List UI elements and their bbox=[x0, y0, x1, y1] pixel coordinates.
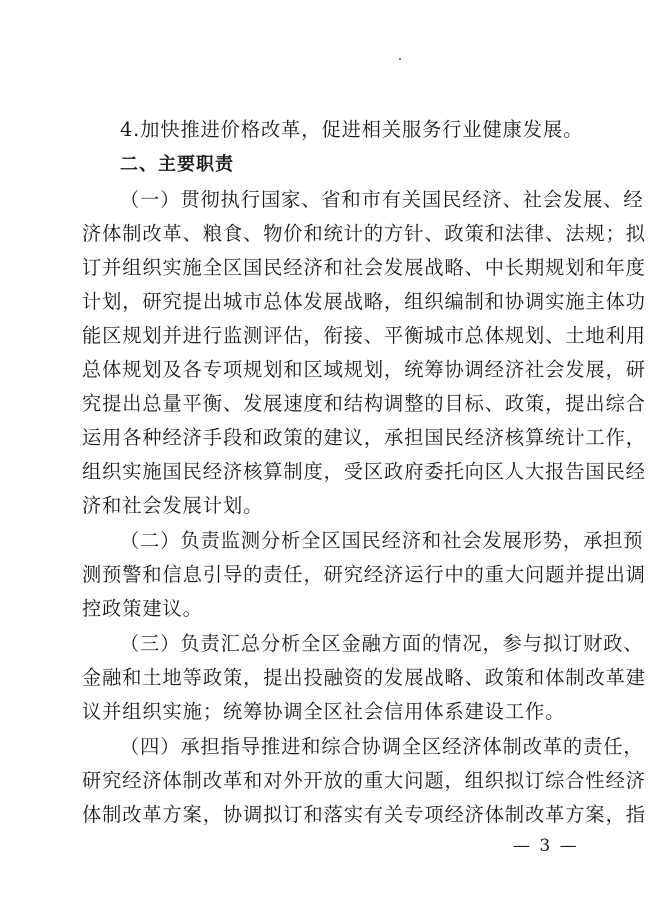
list-item-4: 4.加快推进价格改革，促进相关服务行业健康发展。 bbox=[120, 118, 584, 141]
paragraph-line: 研究经济体制改革和对外开放的重大问题，组织拟订综合性经济 bbox=[82, 769, 646, 792]
paragraph-line: 组织实施国民经济核算制度，受区政府委托向区人大报告国民经 bbox=[82, 460, 646, 483]
section-heading: 二、主要职责 bbox=[120, 154, 234, 175]
paragraph-line: 能区规划并进行监测评估，衔接、平衡城市总体规划、土地利用 bbox=[82, 324, 646, 347]
paragraph-line: 总体规划及各专项规划和区域规划，统筹协调经济社会发展，研 bbox=[82, 358, 646, 381]
paragraph-line: 究提出总量平衡、发展速度和结构调整的目标、政策，提出综合 bbox=[82, 392, 646, 415]
paragraph-line: （四）承担指导推进和综合协调全区经济体制改革的责任， bbox=[120, 735, 644, 758]
scan-speck bbox=[399, 58, 401, 60]
paragraph-line: 订并组织实施全区国民经济和社会发展战略、中长期规划和年度 bbox=[82, 256, 646, 279]
page-number: — 3 — bbox=[513, 836, 579, 856]
paragraph-line: 运用各种经济手段和政策的建议，承担国民经济核算统计工作， bbox=[82, 426, 646, 449]
paragraph-line: 测预警和信息引导的责任，研究经济运行中的重大问题并提出调 bbox=[82, 563, 646, 586]
paragraph-line: 体制改革方案，协调拟订和落实有关专项经济体制改革方案，指 bbox=[82, 803, 646, 826]
paragraph-line: （一）贯彻执行国家、省和市有关国民经济、社会发展、经 bbox=[120, 188, 644, 211]
paragraph-line: （二）负责监测分析全区国民经济和社会发展形势，承担预 bbox=[120, 529, 644, 552]
paragraph-line: 金融和土地等政策，提出投融资的发展战略、政策和体制改革建 bbox=[82, 666, 646, 689]
paragraph-line: 计划，研究提出城市总体发展战略，组织编制和协调实施主体功 bbox=[82, 290, 646, 313]
paragraph-line: （三）负责汇总分析全区金融方面的情况，参与拟订财政、 bbox=[120, 632, 644, 655]
paragraph-line: 议并组织实施；统筹协调全区社会信用体系建设工作。 bbox=[82, 700, 566, 723]
paragraph-line: 控政策建议。 bbox=[82, 597, 203, 620]
paragraph-line: 济和社会发展计划。 bbox=[82, 494, 264, 517]
paragraph-line: 济体制改革、粮食、物价和统计的方针、政策和法律、法规；拟 bbox=[82, 222, 646, 245]
